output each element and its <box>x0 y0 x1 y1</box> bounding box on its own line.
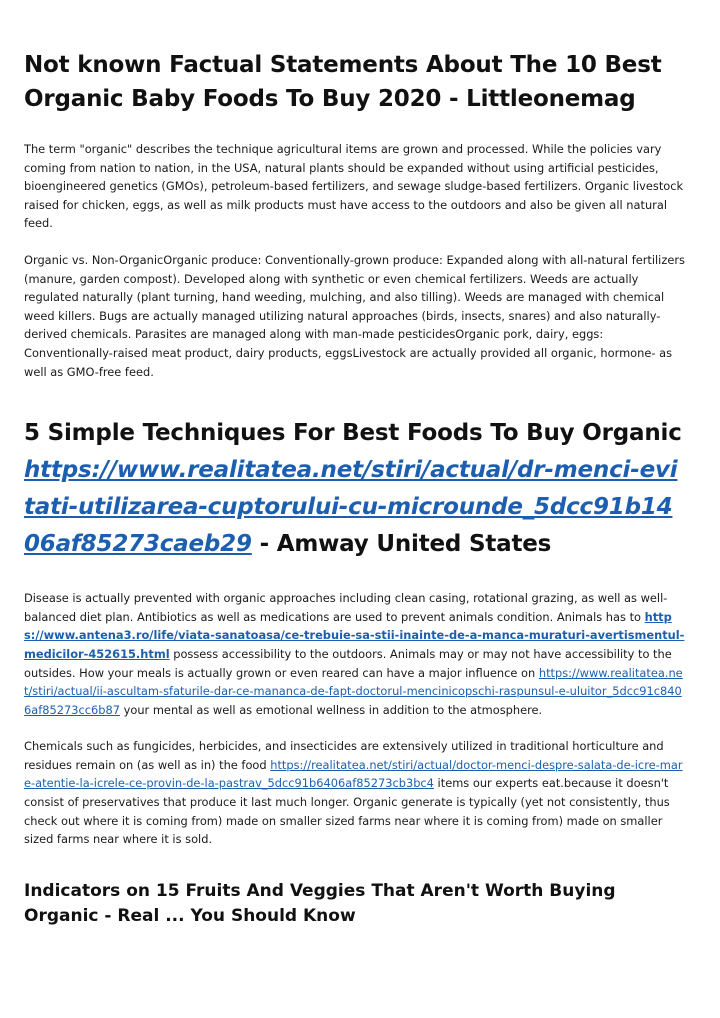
section-2-paragraph-2 <box>24 737 688 849</box>
section-2-title-suffix: - Amway United States <box>251 531 552 558</box>
section-2-paragraph-1-text-b: possess accessibility to the outdoors. Animals may or may not have accessibility to the outsides. How your meals is actually grown or even reared can have a major influence on <box>24 646 672 680</box>
realitatea-link-2[interactable]: https://realitatea.net/stiri/actual/doctor-menci-despre-salata-de-icre-mare-atentie-la-icrele-ce-provin-de-la-pastrav_5dcc91b6406af85273cb3bc4 <box>24 757 683 791</box>
section-2-title-link[interactable]: https://www.realitatea.net/stiri/actual/dr-menci-evitati-utilizarea-cuptorului-cu-microunde_5dcc91b1406af85273caeb29 <box>24 457 678 558</box>
section-1-title: Not known Factual Statements About The 10 Best Organic Baby Foods To Buy 2020 - Littleonemag <box>24 52 662 112</box>
antena3-link[interactable]: https://www.antena3.ro/life/viata-sanatoasa/ce-trebuie-sa-stii-inainte-de-a-manca-muraturi-avertismentul-medicilor-452615.html <box>24 609 685 661</box>
section-2-paragraph-1-text-c: your mental as well as emotional wellness in addition to the atmosphere. <box>119 702 543 717</box>
section-2-paragraph-2-text-b: items our experts eat.because it doesn't consist of preservatives that produce it last much longer. Organic generate is typically (yet not consistently, thus check out where it is coming from) made on smaller sized farms near where it is coming from) made on smaller sized farms near where it is sold. <box>24 776 670 847</box>
realitatea-link-1[interactable]: https://www.realitatea.net/stiri/actual/ii-ascultam-sfaturile-dar-ce-mananca-de-fapt-doctorul-mencinicopschi-raspunsul-e-uluitor_5dcc91c8406af85273cc6b87 <box>24 665 683 717</box>
section-2-title-prefix: 5 Simple Techniques For Best Foods To Buy Organic <box>24 420 682 447</box>
section-3-title: Indicators on 15 Fruits And Veggies That Aren't Worth Buying Organic - Real ... You Should Know <box>24 880 616 926</box>
section-2-paragraph-1-text-a: Disease is actually prevented with organic approaches including clean casing, rotational grazing, as well as well-balanced diet plan. Antibiotics as well as medications are used to prevent animals condition. Animals has to <box>24 591 668 624</box>
section-2-title <box>24 415 688 563</box>
section-1-paragraph-2: Organic vs. Non-OrganicOrganic produce: Conventionally-grown produce: Expanded along with all-natural fertilizers (manure, garden compost). Developed along with synthetic or even chemical fertilizers. Weeds are actually regulated naturally (plant turning, hand weeding, mulching, and also tilling). Weeds are managed with chemical weed killers. Bugs are actually managed utilizing natural approaches (birds, insects, snares) and also naturally-derived chemicals. Parasites are managed along with man-made pesticidesOrganic pork, dairy, eggs: Conventionally-raised meat product, dairy products, eggsLivestock are actually provided all organic, hormone- as well as GMO-free feed. <box>24 252 685 379</box>
section-1-paragraph-1: The term "organic" describes the technique agricultural items are grown and processed. While the policies vary coming from nation to nation, in the USA, natural plants should be expanded without using artificial pesticides, bioengineered genetics (GMOs), petroleum-based fertilizers, and sewage sludge-based fertilizers. Organic livestock raised for chicken, eggs, as well as milk products must have access to the outdoors and also be given all natural feed. <box>24 142 684 231</box>
section-2-paragraph-1 <box>24 589 688 719</box>
section-2-paragraph-2-text-a: Chemicals such as fungicides, herbicides, and insecticides are extensively utilized in traditional horticulture and residues remain on (as well as in) the food <box>24 739 664 772</box>
